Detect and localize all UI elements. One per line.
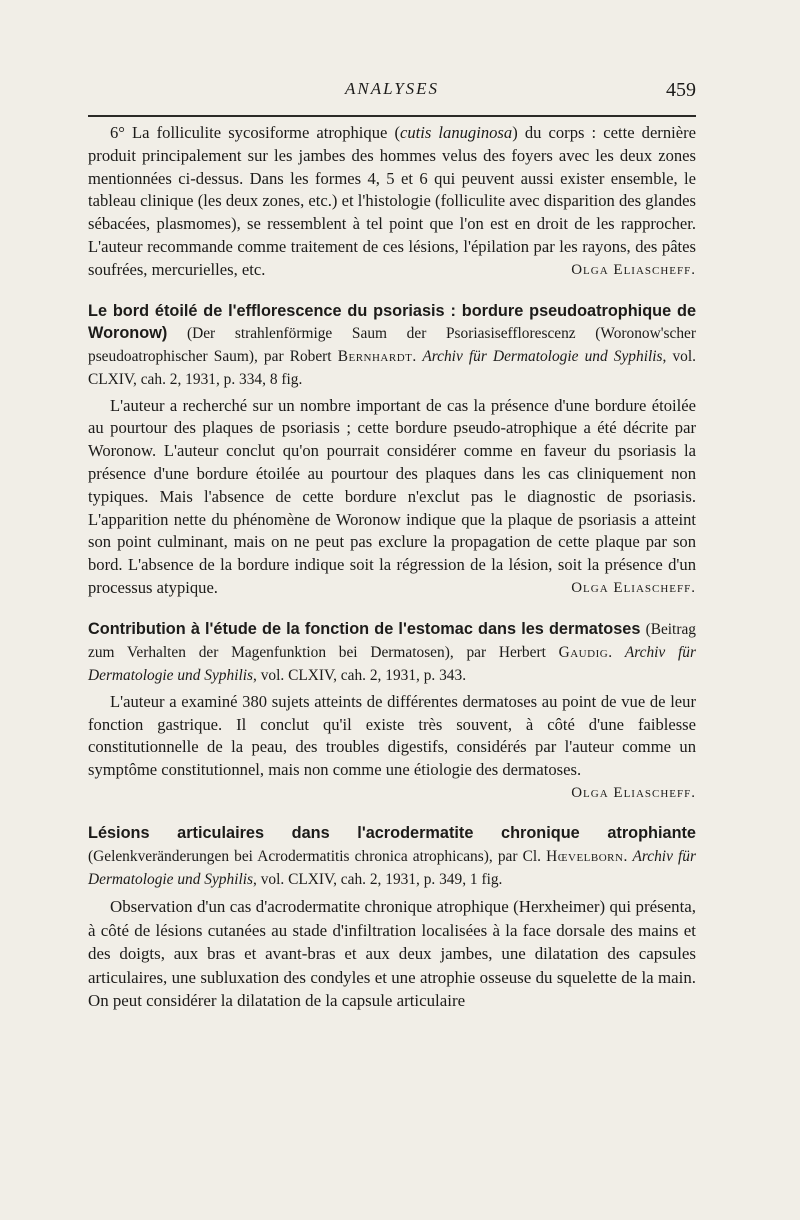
article-body: L'auteur a examiné 380 sujets atteints de différentes dermatoses au point de vue de leur fonction gastrique. Il conclut qu'il existe très souvent, à côté d'une faiblesse constitutionnelle de la peau, des troubles digestifs, considérés par l'auteur comme un symptôme constitutionnel, mais non comme une étiologie des dermatoses.: [88, 691, 696, 780]
intro-lead: 6° La folliculite sycosiforme atrophique (: [110, 123, 400, 142]
article-heading: Le bord étoilé de l'efflorescence du psoriasis : bordure pseudoatrophique de Woronow) (Der strahlenförmige Saum der Psoriasisefflorescenz (Woronow'scher pseudoatrophischer Saum), par Robert Bernhardt. Archiv für Dermatologie und Syphilis, vol. CLXIV, cah. 2, 1931, p. 334, 8 fig.: [88, 301, 696, 388]
intro-rest: ) du corps : cette dernière produit principalement sur les jambes des hommes velus des foyers avec les deux zones mentionnées ci-dessus. Dans les formes 4, 5 et 6 qui peuvent aussi exister ensemble, le tableau clinique (les deux zones, etc.) et l'histologie (folliculite avec disparition des glandes sébacées, plasmomes), se ressemblent à tel point que l'on est en droit de les rapprocher. L'auteur recommande comme traitement de ces lésions, l'épilation par les rayons, des pâtes soufrées, mercurielles, etc.: [88, 123, 697, 279]
article-estomac: [88, 618, 696, 804]
article-title: Le bord étoilé de l'efflorescence du psoriasis : bordure pseudoatrophique de Woronow): [88, 301, 696, 342]
header-rule: [88, 115, 696, 117]
article-ref-author: Hœvelborn: [546, 847, 624, 865]
article-ref-details: , vol. CLXIV, cah. 2, 1931, p. 349, 1 fig.: [253, 870, 503, 888]
article-ref-journal: Archiv für Dermatologie und Syphilis: [88, 643, 696, 684]
signature: Olga Eliascheff.: [571, 579, 696, 596]
article-ref-original: (Der strahlenförmige Saum der Psoriasisefflorescenz (Woronow'scher pseudoatrophischer Saum), par Robert: [88, 324, 696, 365]
article-title: Lésions articulaires dans l'acrodermatite chronique atrophiante: [88, 823, 696, 842]
article-ref-details: , vol. CLXIV, cah. 2, 1931, p. 334, 8 fig.: [88, 347, 696, 388]
running-head: [88, 79, 696, 107]
signature: Olga Eliascheff.: [571, 261, 696, 278]
article-title: Contribution à l'étude de la fonction de l'estomac dans les dermatoses: [88, 619, 641, 638]
article-body: Observation d'un cas d'acrodermatite chronique atrophique (Herxheimer) qui présenta, à côté de lésions cutanées au stade d'infiltration localisées à la face dorsale des mains et des doigts, aux bras et avant-bras et aux deux jambes, une dilatation des capsules articulaires, une subluxation des condyles et une atrophie osseuse du squelette de la main. On peut considérer la dilatation de la capsule articulaire: [88, 896, 696, 1011]
article-heading: Lésions articulaires dans l'acrodermatite chronique atrophiante (Gelenkveränderungen bei Acrodermatitis chronica atrophicans), par Cl. Hœvelborn. Archiv für Dermatologie und Syphilis, vol. CLXIV, cah. 2, 1931, p. 349, 1 fig.: [88, 823, 696, 888]
article-ref-journal: Archiv für Dermatologie und Syphilis: [88, 847, 696, 888]
article-ref-author: Bernhardt: [337, 347, 413, 365]
article-psoriasis: [88, 300, 696, 600]
article-acrodermatite: [88, 822, 696, 1013]
page-content: [88, 122, 696, 1013]
article-ref-original: (Beitrag zum Verhalten der Magenfunktion bei Dermatosen), par Herbert: [88, 620, 696, 661]
article-ref-original: (Gelenkveränderungen bei Acrodermatitis chronica atrophicans), par Cl.: [88, 847, 547, 865]
intro-term: cutis lanuginosa: [400, 123, 513, 142]
article-heading: Contribution à l'étude de la fonction de l'estomac dans les dermatoses (Beitrag zum Verhalten der Magenfunktion bei Dermatosen), par Herbert Gaudig. Archiv für Dermatologie und Syphilis, vol. CLXIV, cah. 2, 1931, p. 343.: [88, 619, 696, 684]
page-number: 459: [666, 79, 696, 101]
signature: Olga Eliascheff.: [571, 784, 696, 801]
intro-section: [88, 122, 696, 282]
intro-paragraph: [88, 122, 696, 282]
article-ref-details: , vol. CLXIV, cah. 2, 1931, p. 343.: [253, 666, 467, 684]
running-title: ANALYSES: [344, 79, 440, 98]
article-ref-journal: Archiv für Dermatologie und Syphilis: [422, 347, 663, 365]
article-body: L'auteur a recherché sur un nombre important de cas la présence d'une bordure étoilée au pourtour des plaques de psoriasis ; cette bordure pseudo-atrophique a été décrite par Woronow. L'auteur conclut qu'on pourrait considérer comme en faveur du psoriasis la présence d'une bordure étoilée au pourtour des plaques dans les cas cliniquement non typiques. Mais l'absence de cette bordure n'exclut pas le diagnostic de psoriasis. L'apparition nette du phénomène de Woronow indique que la plaque de psoriasis a atteint son point culminant, mais on ne peut pas exclure la propagation de cette plaque par son bord. L'absence de la bordure indique soit la régression de la lésion, soit la présence d'un processus atypique. Olga Eliascheff.: [88, 395, 696, 600]
article-ref-author: Gaudig: [558, 643, 609, 661]
